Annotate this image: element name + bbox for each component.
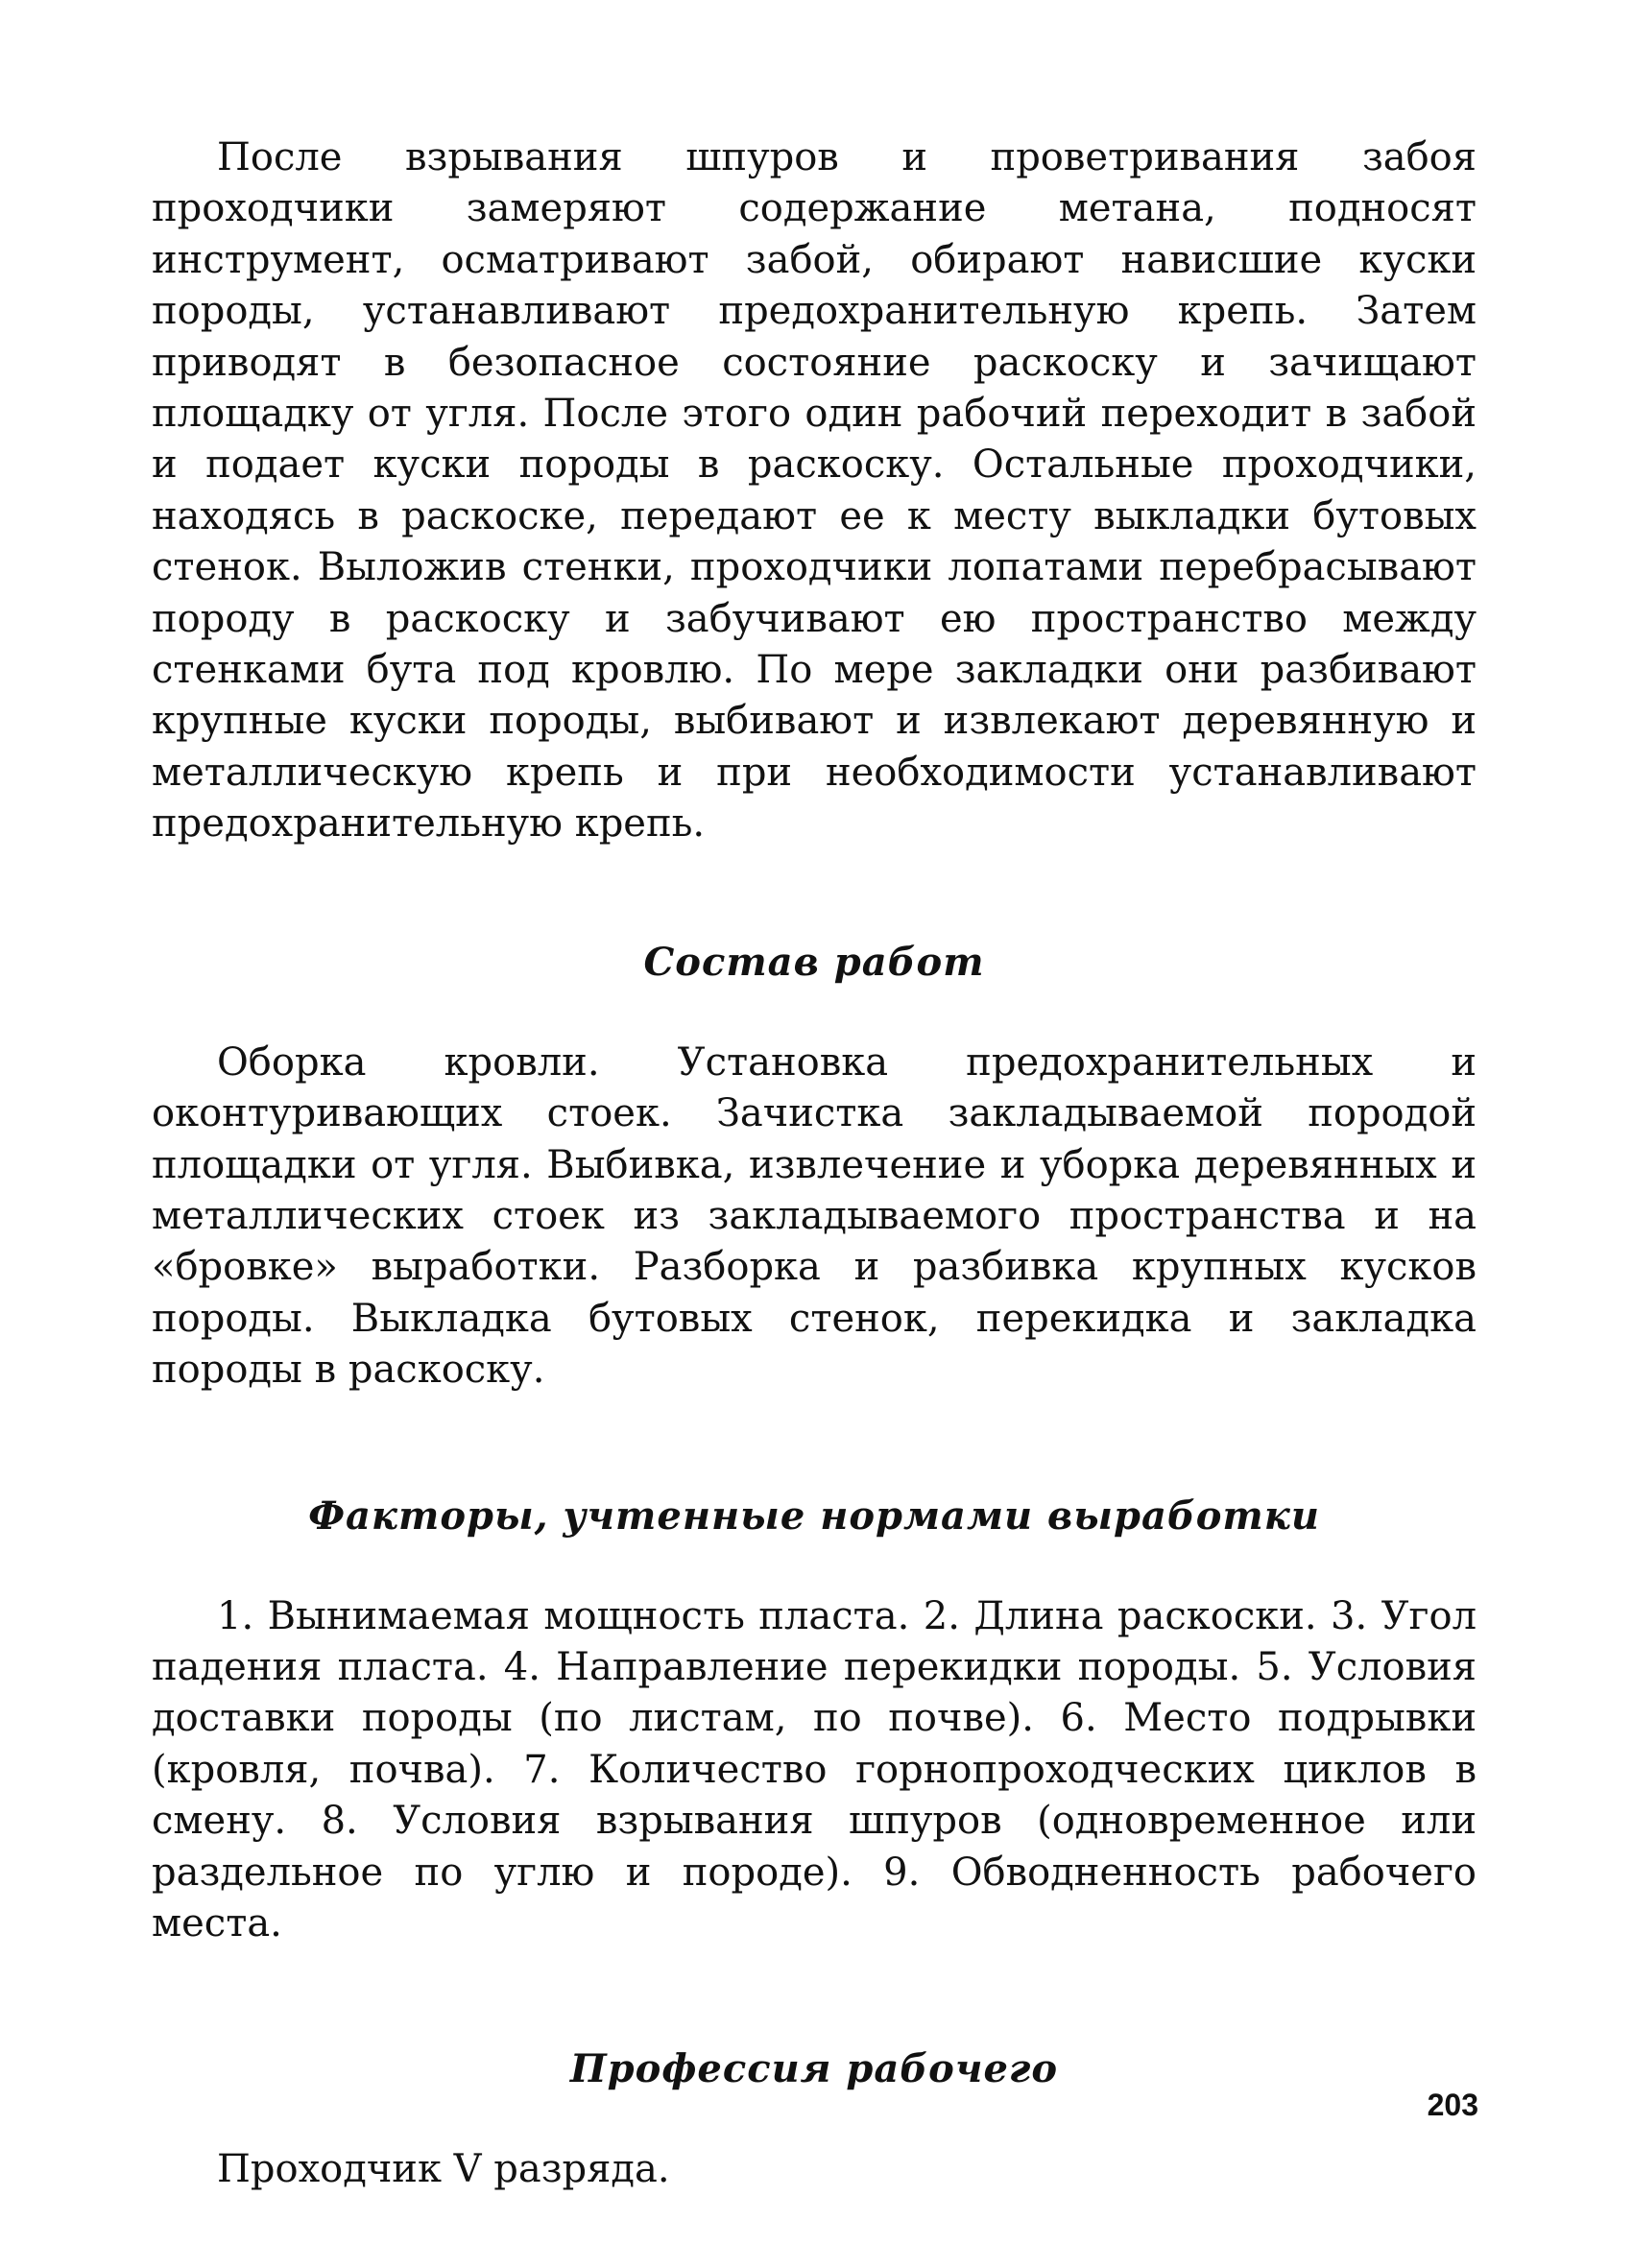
page-number: 203 — [1427, 2088, 1478, 2122]
section-heading-worker-profession: Профессия рабочего — [569, 2046, 1059, 2092]
section-heading-factors: Факторы, учтенные нормами выработки — [308, 1492, 1320, 1539]
factors-paragraph: 1. Вынимаемая мощность пласта. 2. Длина раскоски. 3. Угол падения пласта. 4. Направление перекидки породы. 5. Условия доставки породы (по листам, по почве). 6. Место подрывки (кровля, почва). 7. Количество горнопроходческих циклов в смену. 8. Условия взрывания шпуров (одновременное или раздельное по углю и породе). 9. Обводненность рабочего места. — [152, 1593, 1477, 1946]
worker-profession-paragraph: Проходчик V разряда. — [217, 2147, 670, 2192]
intro-paragraph: После взрывания шпуров и проветривания забоя проходчики замеряют содержание метана, подносят инструмент, осматривают забой, обирают нависшие куски породы, устанавливают предохранительную крепь. Затем приводят в безопасное состояние раскоску и зачищают площадку от угля. После этого один рабочий переходит в забой и подает куски породы в раскоску. Остальные проходчики, находясь в раскоске, передают ее к месту выкладки бутовых стенок. Выложив стенки, проходчики лопатами перебрасывают породу в раскоску и забучивают ею пространство между стенками бута под кровлю. По мере закладки они разбивают крупные куски породы, выбивают и извлекают деревянную и металлическую крепь и при необходимости устанавливают предохранительную крепь. — [152, 135, 1477, 847]
page-body — [152, 132, 1477, 2196]
work-composition-paragraph: Оборка кровли. Установка предохранительных и оконтуривающих стоек. Зачистка закладываемой породой площадки от угля. Выбивка, извлечение и уборка деревянных и металлических стоек из закладываемого пространства и на «бровке» выработки. Разборка и разбивка крупных кусков породы. Выкладка бутовых стенок, перекидка и закладка породы в раскоску. — [152, 1039, 1477, 1393]
section-heading-work-composition: Состав работ — [643, 939, 985, 985]
